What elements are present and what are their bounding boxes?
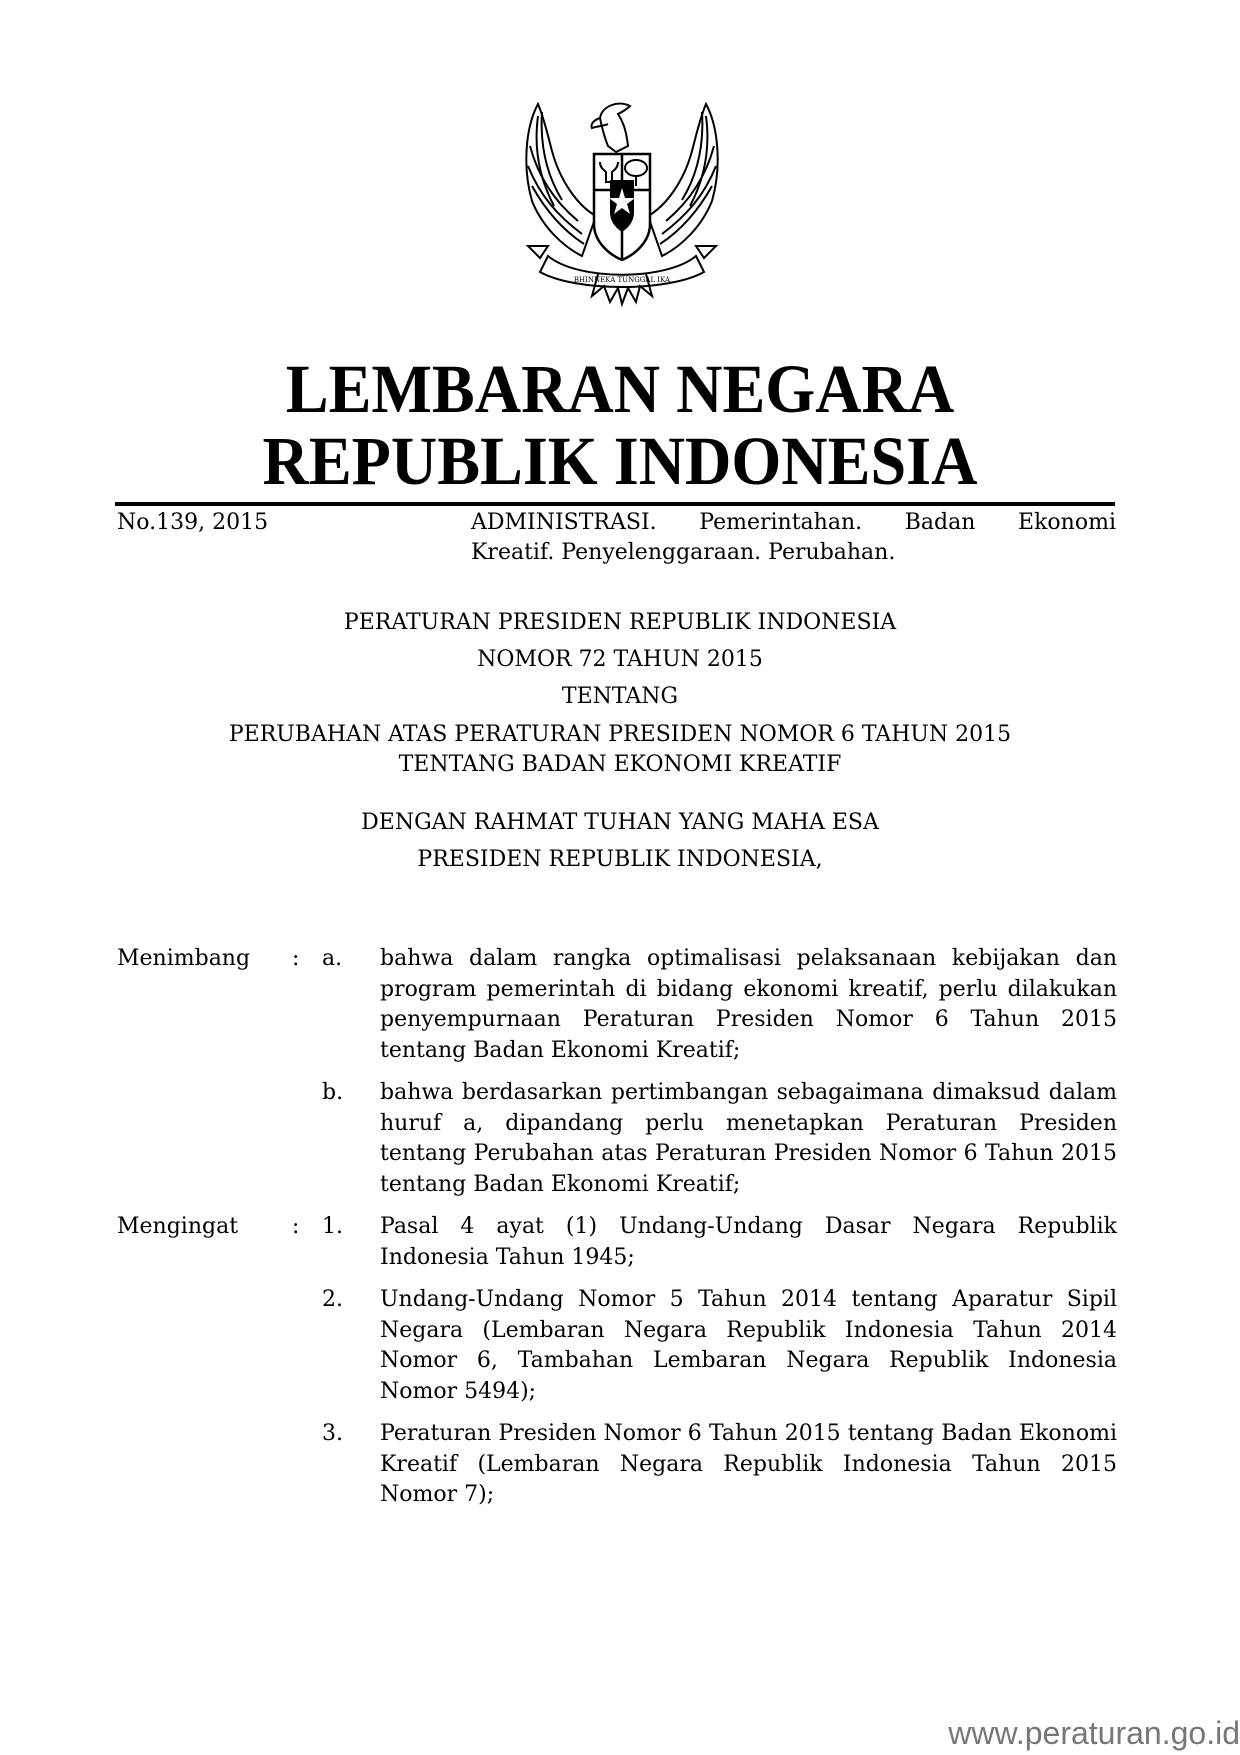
mengingat-item bbox=[117, 1212, 1117, 1273]
item-text: Peraturan Presiden Nomor 6 Tahun 2015 tentang Badan Ekonomi Kreatif (Lembaran Negara Republik Indonesia Tahun 2015 Nomor 7); bbox=[380, 1421, 1117, 1507]
regulation-about-label: TENTANG bbox=[561, 684, 679, 709]
garuda-pancasila-emblem-icon bbox=[518, 96, 726, 308]
preamble-issuer: PRESIDEN REPUBLIK INDONESIA, bbox=[417, 847, 823, 872]
regulation-title: PERATURAN PRESIDEN REPUBLIK INDONESIA bbox=[343, 610, 897, 635]
item-text: bahwa dalam rangka optimalisasi pelaksanaan kebijakan dan program pemerintah di bidang ekonomi kreatif, perlu dilakukan penyempurnaan Peraturan Presiden Nomor 6 Tahun 2015 tentang Badan Ekonomi Kreatif; bbox=[380, 946, 1117, 1063]
item-marker: a. bbox=[322, 946, 343, 971]
item-text: bahwa berdasarkan pertimbangan sebagaimana dimaksud dalam huruf a, dipandang perlu menetapkan Peraturan Presiden tentang Perubahan atas Peraturan Presiden Nomor 6 Tahun 2015 tentang Badan Ekonomi Kreatif; bbox=[380, 1080, 1117, 1197]
regulation-subject-line2: TENTANG BADAN EKONOMI KREATIF bbox=[398, 752, 842, 777]
preamble-invocation: DENGAN RAHMAT TUHAN YANG MAHA ESA bbox=[361, 810, 879, 835]
mengingat-item bbox=[117, 1419, 1117, 1511]
website-watermark: www.peraturan.go.id bbox=[948, 1715, 1240, 1751]
menimbang-item bbox=[117, 944, 1117, 1066]
menimbang-colon: : bbox=[292, 946, 300, 971]
gazette-category-line2: Kreatif. Penyelenggaraan. Perubahan. bbox=[471, 540, 896, 565]
mengingat-item bbox=[117, 1285, 1117, 1407]
masthead-title-line2: REPUBLIK INDONESIA bbox=[262, 423, 978, 499]
mengingat-label: Mengingat bbox=[117, 1214, 239, 1239]
svg-text:BHINNEKA TUNGGAL IKA: BHINNEKA TUNGGAL IKA bbox=[573, 276, 671, 284]
masthead-title-line1: LEMBARAN NEGARA bbox=[285, 351, 955, 427]
gazette-number: No.139, 2015 bbox=[117, 510, 269, 535]
regulation-number: NOMOR 72 TAHUN 2015 bbox=[477, 647, 763, 672]
gazette-category-line1: ADMINISTRASI. Pemerintahan. Badan Ekonomi bbox=[471, 510, 1116, 535]
item-marker: b. bbox=[322, 1080, 344, 1105]
gazette-category bbox=[471, 508, 1116, 568]
item-marker: 3. bbox=[322, 1421, 343, 1446]
item-marker: 1. bbox=[322, 1214, 343, 1239]
regulation-subject-line1: PERUBAHAN ATAS PERATURAN PRESIDEN NOMOR 6 TAHUN 2015 bbox=[228, 722, 1012, 747]
item-text: Pasal 4 ayat (1) Undang-Undang Dasar Negara Republik Indonesia Tahun 1945; bbox=[380, 1214, 1117, 1270]
item-text: Undang-Undang Nomor 5 Tahun 2014 tentang Aparatur Sipil Negara (Lembaran Negara Republik Indonesia Tahun 2014 Nomor 6, Tambahan Lembaran Negara Republik Indonesia Nomor 5494); bbox=[380, 1287, 1117, 1404]
mengingat-colon: : bbox=[292, 1214, 300, 1239]
menimbang-label: Menimbang bbox=[117, 946, 251, 971]
menimbang-item bbox=[117, 1078, 1117, 1200]
item-marker: 2. bbox=[322, 1287, 343, 1312]
header-rule-divider bbox=[115, 502, 1115, 506]
considerations-section bbox=[117, 944, 1117, 1523]
